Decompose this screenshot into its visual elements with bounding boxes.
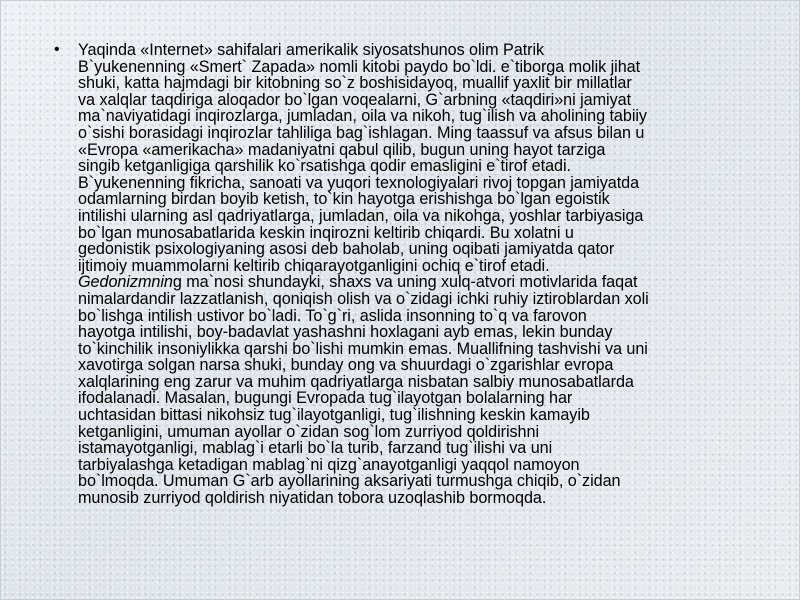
italic-term: Gedonizmnin xyxy=(78,273,173,292)
bullet-point: • xyxy=(54,41,60,58)
list-item xyxy=(40,42,760,507)
body-paragraph xyxy=(78,42,758,507)
bullet-list xyxy=(40,42,760,507)
paragraph-text-part2: g ma`nosi shundayki, shaxs va uning xulq-atvori motivlarida faqat nimalardandir lazzatlanish, qoniqish olish va o`zidagi ichki ruhiy iztiroblardan xoli bo`lishga intilish ustivor bo`ladi. To`g`ri, aslida insonning to`q va farovon hayotga intilishi, boy-badavlat yashashni hoxlagani ayb emas, lekin bunday to`kinchilik insoniylikka qarshi bo`lishi mumkin emas. Muallifning tashvishi va uni xavotirga solgan narsa shuki, bunday ong va shuurdagi o`zgarishlar evropa xalqlarining eng zarur va muhim qadriyatlarga nisbatan salbiy munosabatlarda ifodalanadi. Masalan, bugungi Evropada tug`ilayotgan bolalarning har uchtasidan bittasi nikohsiz tug`ilayotganligi, tug`ilishning keskin kamayib ketganligini, umuman ayollar o`zidan sog`lom zurriyod qoldirishni istamayotganligi, mablag`i etarli bo`la turib, farzand tug`ilishi va uni tarbiyalashga ketadigan mablag`ni qizg`anayotganligi yaqqol namoyon bo`lmoqda. Umuman G`arb ayollarining aksariyati turmushga chiqib, o`zidan munosib zurriyod qoldirish niyatidan tobora uzoqlashib bormoqda. xyxy=(78,273,649,508)
paragraph-text-part1: Yaqinda «Internet» sahifalari amerikalik siyosatshunos olim Patrik B`yukenenning «Smert` Zapada» nomli kitobi paydo bo`ldi. e`tiborga molik jihat shuki, katta hajmdagi bir kitobning so`z boshisidayoq, muallif yaxlit bir millatlar va xalqlar taqdiriga aloqador bo`lgan voqealarni, G`arbning «taqdiri»ni jamiyat ma`naviyatidagi inqirozlarga, jumladan, oila va nikoh, tug`ilish va aholining tabiiy o`sishi borasidagi inqirozlar tahliliga bag`ishlagan. Ming taassuf va afsus bilan u «Evropa «amerikacha» madaniyatni qabul qilib, bugun uning hayot tarziga singib ketganligiga qarshilik ko`rsatishga qodir emasligini e`tirof etadi. B`yukenenning fikricha, sanoati va yuqori texnologiyalari rivoj topgan jamiyatda odamlarning birdan boyib ketish, to`kin hayotga erishishga bo`lgan egoistik intilishi ularning asl qadriyatlarga, jumladan, oila va nikohga, yoshlar tarbiyasiga bo`lgan munosabatlarida keskin inqirozni keltirib chiqardi. Bu xolatni u gedonistik psixologiyaning asosi deb baholab, uning oqibati jamiyatda qator ijtimoiy muammolarni keltirib chiqarayotganligini ochiq e`tirof etadi. xyxy=(78,41,647,275)
